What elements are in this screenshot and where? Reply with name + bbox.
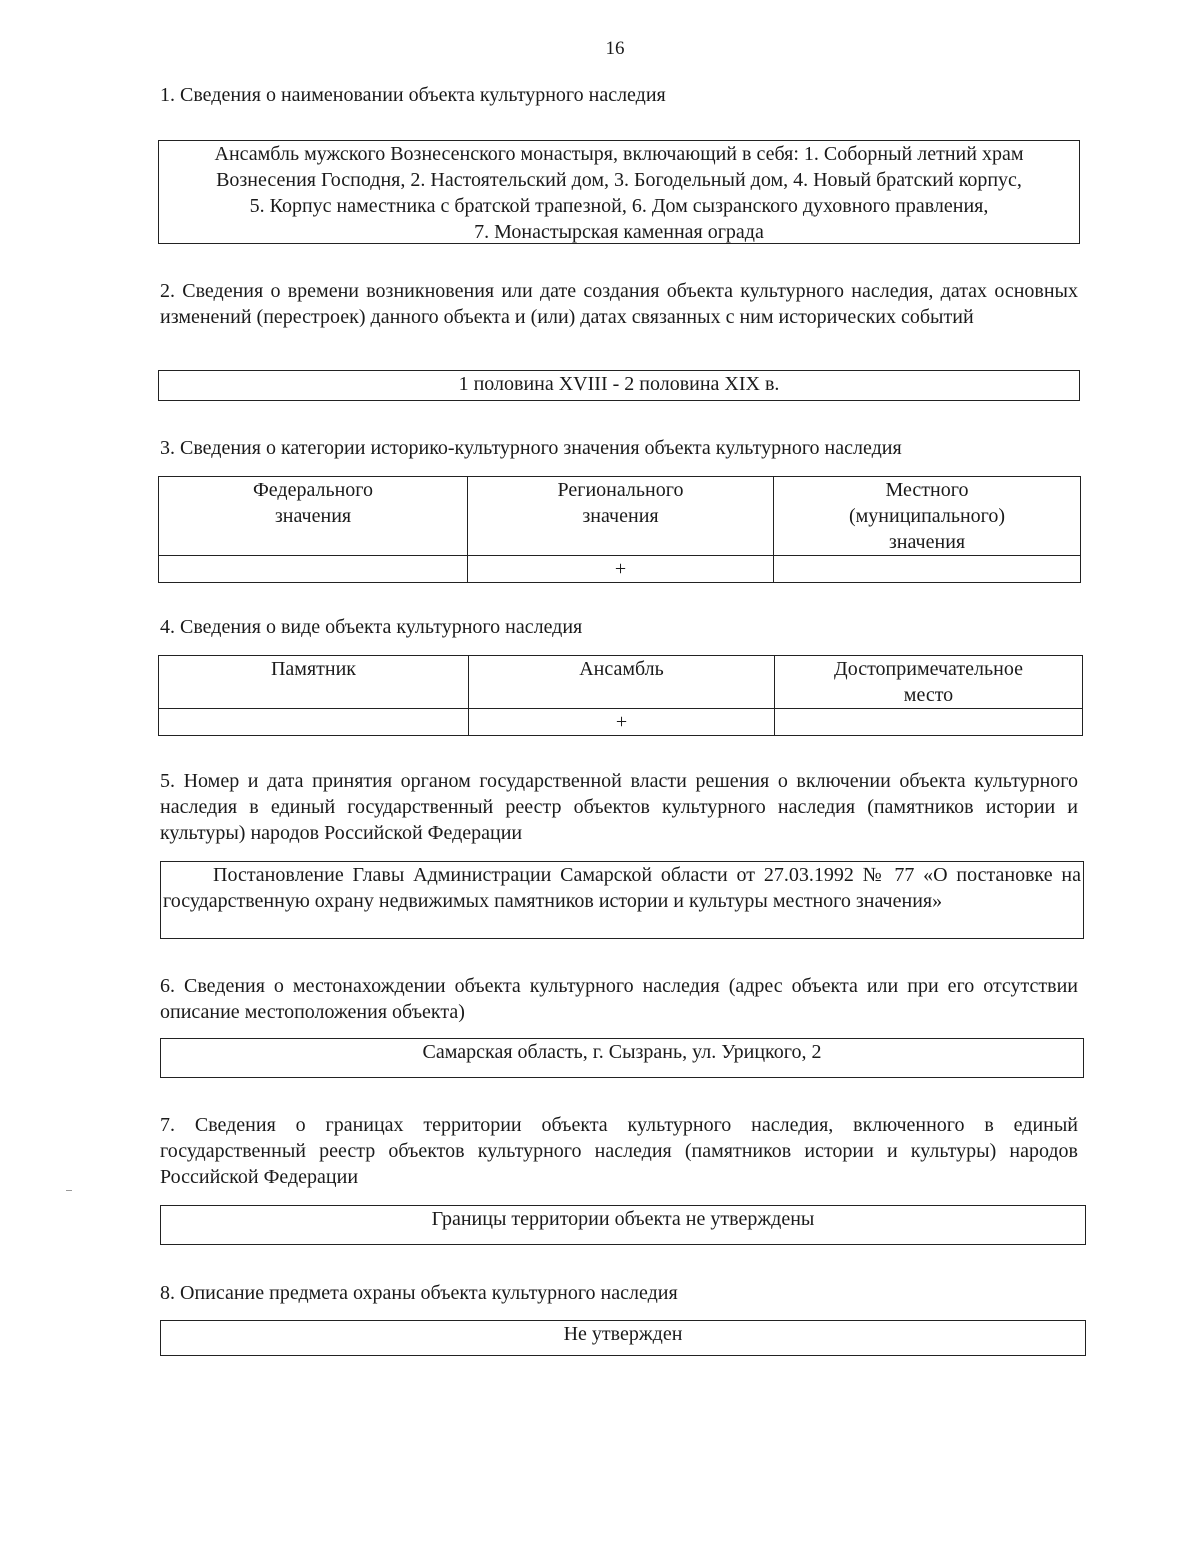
category-federal-mark bbox=[159, 556, 468, 583]
category-local-header: Местного (муниципального) значения bbox=[774, 477, 1081, 556]
location-box bbox=[160, 1038, 1084, 1078]
section6-heading: 6. Сведения о местонахождении объекта культурного наследия (адрес объекта или при его отсутствии описание местоположения объекта) bbox=[160, 975, 1078, 1023]
category-federal-header: Федерального значения bbox=[159, 477, 468, 556]
date-value: 1 половина XVIII - 2 половина XIX в. bbox=[458, 373, 780, 395]
type-monument-header: Памятник bbox=[159, 656, 469, 709]
registry-decision-box bbox=[160, 861, 1084, 939]
section2-heading: 2. Сведения о времени возникновения или дате создания объекта культурного наследия, датах основных изменений (перестроек) данного объекта и (или) датах связанных с ним исторических событий bbox=[160, 280, 1078, 328]
protection-subject-box bbox=[160, 1320, 1086, 1356]
type-table bbox=[158, 655, 1083, 736]
section5-heading: 5. Номер и дата принятия органом государственной власти решения о включении объекта культурного наследия в единый государственный реестр объектов культурного наследия (памятников истории и культуры) народов Российской Федерации bbox=[160, 770, 1078, 844]
registry-decision-value: Постановление Главы Администрации Самарской области от 27.03.1992 № 77 «О постановке на государственную охрану недвижимых памятников истории и культуры местного значения» bbox=[163, 864, 1081, 912]
type-monument-mark bbox=[159, 709, 469, 736]
section3-heading: 3. Сведения о категории историко-культурного значения объекта культурного наследия bbox=[160, 437, 902, 459]
section1-heading: 1. Сведения о наименовании объекта культурного наследия bbox=[160, 84, 666, 106]
type-ensemble-header: Ансамбль bbox=[469, 656, 775, 709]
object-name-line-1: Ансамбль мужского Вознесенского монастыря, включающий в себя: 1. Соборный летний храм bbox=[214, 143, 1024, 165]
type-landmark-header: Достопримечательное место bbox=[775, 656, 1083, 709]
protection-subject-value: Не утвержден bbox=[563, 1323, 683, 1345]
category-regional-mark: + bbox=[468, 556, 774, 583]
object-name-line-3: 5. Корпус наместника с братской трапезной, 6. Дом сызранского духовного правления, bbox=[249, 195, 989, 217]
boundaries-value: Границы территории объекта не утверждены bbox=[431, 1208, 815, 1230]
section7-heading: 7. Сведения о границах территории объекта культурного наследия, включенного в единый государственный реестр объектов культурного наследия (памятников истории и культуры) народов Российской Федерации bbox=[160, 1114, 1078, 1188]
object-name-line-4: 7. Монастырская каменная ограда bbox=[474, 221, 764, 243]
category-local-mark bbox=[774, 556, 1081, 583]
date-box bbox=[158, 370, 1080, 401]
boundaries-box bbox=[160, 1205, 1086, 1245]
margin-mark bbox=[66, 1190, 72, 1191]
type-ensemble-mark: + bbox=[469, 709, 775, 736]
page-number: 16 bbox=[605, 38, 625, 59]
section8-heading: 8. Описание предмета охраны объекта культурного наследия bbox=[160, 1282, 678, 1304]
location-value: Самарская область, г. Сызрань, ул. Урицкого, 2 bbox=[422, 1041, 822, 1063]
category-table bbox=[158, 476, 1081, 583]
object-name-line-2: Вознесения Господня, 2. Настоятельский дом, 3. Богодельный дом, 4. Новый братский корпус, bbox=[216, 169, 1022, 191]
category-regional-header: Регионального значения bbox=[468, 477, 774, 556]
section4-heading: 4. Сведения о виде объекта культурного наследия bbox=[160, 616, 583, 638]
type-landmark-mark bbox=[775, 709, 1083, 736]
object-name-box bbox=[158, 140, 1080, 244]
